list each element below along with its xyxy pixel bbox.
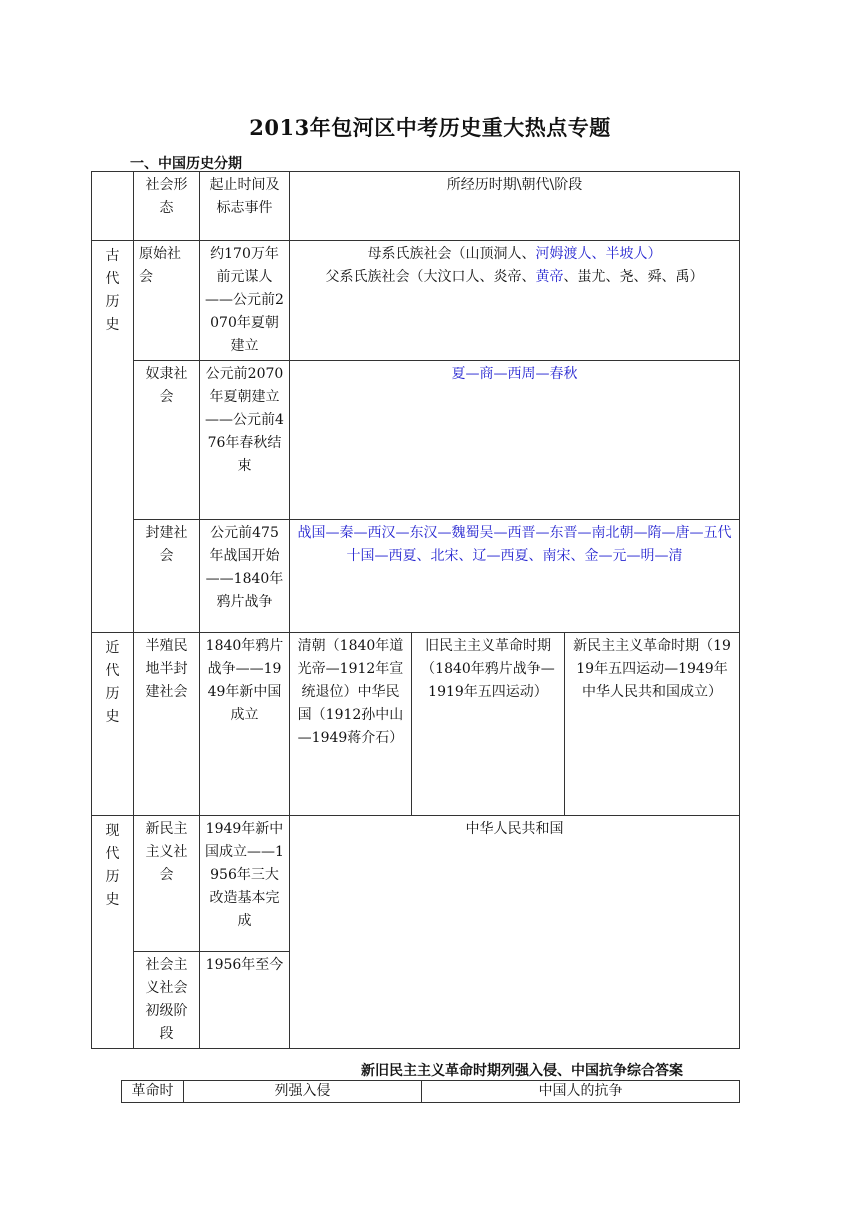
matriarchal-text: 母系氏族社会（山顶洞人、	[367, 246, 536, 262]
primitive-form: 原始社会	[134, 241, 200, 361]
answer-table	[121, 1080, 740, 1103]
era-contemporary: 现代历史	[92, 816, 134, 1049]
feudal-time: 公元前475年战国开始——1840年鸦片战争	[200, 520, 290, 633]
header-empty-cell	[92, 172, 134, 241]
header-periods: 所经历时期\朝代\阶段	[290, 172, 740, 241]
era-ancient: 古代历史	[92, 241, 134, 633]
modern-dynasty-col: 清朝（1840年道光帝—1912年宣统退位）中华民国（1912孙中山—1949蒋介石）	[290, 633, 412, 816]
slave-periods: 夏—商—西周—春秋	[290, 361, 740, 520]
feudal-periods: 战国—秦—西汉—东汉—魏蜀吴—西晋—东晋—南北朝—隋—唐—五代十国—西夏、北宋、辽—西夏、南宋、金—元—明—清	[290, 520, 740, 633]
answer-header-period: 革命时	[122, 1081, 184, 1103]
history-period-table	[91, 171, 740, 1049]
answer-header-invasion: 列强入侵	[184, 1081, 422, 1103]
document-title: 2013年包河区中考历史重大热点专题	[249, 115, 611, 140]
era-modern: 近代历史	[92, 633, 134, 816]
primitive-time: 约170万年前元谋人——公元前2070年夏朝建立	[200, 241, 290, 361]
answer-header-resistance: 中国人的抗争	[422, 1081, 740, 1103]
patriarchal-text: 父系氏族社会（大汶口人、炎帝、	[325, 269, 536, 285]
modern-form: 半殖民地半封建社会	[134, 633, 200, 816]
socialist-time: 1956年至今	[200, 952, 290, 1049]
newdemo-time: 1949年新中国成立——1956年三大改造基本完成	[200, 816, 290, 952]
section-heading: 一、中国历史分期	[130, 156, 242, 172]
patriarchal-line	[295, 266, 734, 289]
old-democratic-revolution: 旧民主主义革命时期（1840年鸦片战争—1919年五四运动）	[412, 633, 565, 816]
matriarchal-line	[295, 243, 734, 266]
primitive-periods	[290, 241, 740, 361]
slave-form: 奴隶社会	[134, 361, 200, 520]
new-democratic-revolution: 新民主主义革命时期（1919年五四运动—1949年中华人民共和国成立）	[565, 633, 740, 816]
newdemo-form: 新民主主义社会	[134, 816, 200, 952]
header-time: 起止时间及标志事件	[200, 172, 290, 241]
socialist-form: 社会主义社会初级阶段	[134, 952, 200, 1049]
header-social-form: 社会形态	[134, 172, 200, 241]
modern-time: 1840年鸦片战争——1949年新中国成立	[200, 633, 290, 816]
patriarchal-highlight: 黄帝	[535, 269, 564, 285]
feudal-form: 封建社会	[134, 520, 200, 633]
slave-time: 公元前2070年夏朝建立——公元前476年春秋结束	[200, 361, 290, 520]
patriarchal-text-end: 、蚩尤、尧、舜、禹）	[563, 269, 704, 285]
answer-section-title: 新旧民主主义革命时期列强入侵、中国抗争综合答案	[361, 1063, 683, 1079]
matriarchal-highlight: 河姆渡人、半坡人）	[535, 246, 662, 262]
prc-period: 中华人民共和国	[290, 816, 740, 1049]
